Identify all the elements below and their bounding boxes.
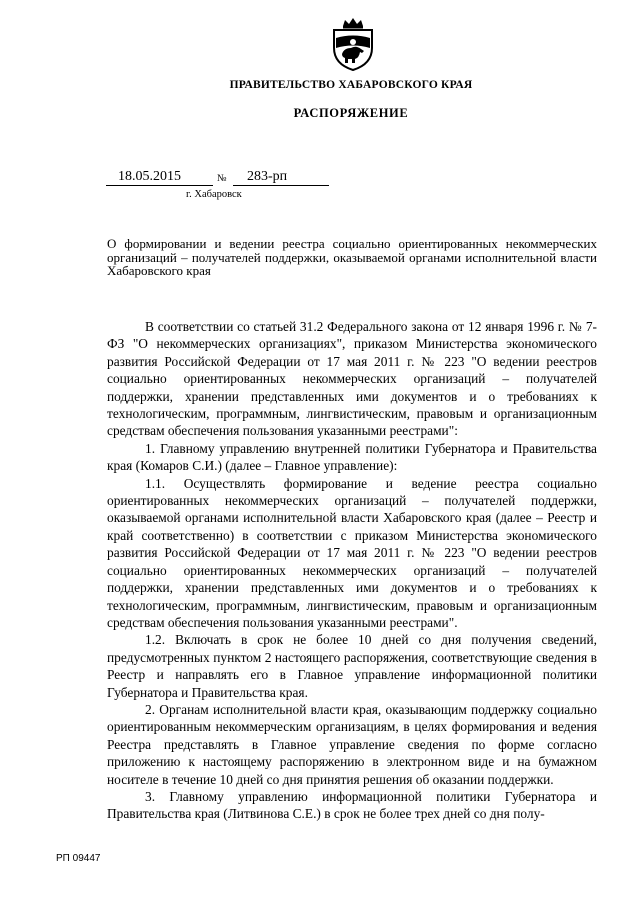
document-registry-code: РП 09447 (56, 853, 101, 864)
issue-city: г. Хабаровск (186, 189, 242, 200)
government-title: ПРАВИТЕЛЬСТВО ХАБАРОВСКОГО КРАЯ (229, 79, 473, 91)
paragraph-1-1: 1.1. Осуществлять формирование и ведение реестра социально ориентированных некоммерческих организаций – получателей поддержки, оказываемой органами исполнительной власти Хабаровского края (далее – Реестр и край соответственно) в соответствии с приказом Министерства экономического развития Российской Федерации от 17 мая 2011 г. № 223 "О ведении реестров социально ориентированных некоммерческих организаций – получателей поддержки, хранении представленных ими документов и о требованиях к технологическим, программным, лингвистическим, правовым и организационным средствам обеспечения пользования указанными реестрами". (107, 475, 597, 630)
document-body (107, 318, 597, 823)
paragraph-3: 3. Главному управлению информационной политики Губернатора и Правительства края (Литвинова С.Е.) в срок не более трех дней со дня полу- (107, 788, 597, 822)
document-type-title: РАСПОРЯЖЕНИЕ (293, 106, 409, 120)
document-date: 18.05.2015 (106, 169, 213, 186)
paragraph-1: 1. Главному управлению внутренней политики Губернатора и Правительства края (Комаров С.И.) (далее – Главное управление): (107, 440, 597, 474)
number-sign: № (217, 173, 227, 184)
document-number: 283-рп (233, 169, 329, 186)
paragraph-1-2: 1.2. Включать в срок не более 10 дней со дня получения сведений, предусмотренных пунктом 2 настоящего распоряжения, соответствующие сведения в Реестр и направлять его в Главное управление информационной политики Губернатора и Правительства края. (107, 632, 597, 700)
document-subject: О формировании и ведении реестра социально ориентированных некоммерческих организаций – получателей поддержки, оказываемой органами исполнительной власти Хабаровского края (107, 236, 597, 278)
paragraph-2: 2. Органам исполнительной власти края, оказывающим поддержку социально ориентированным некоммерческим организациям, в целях формирования и ведения Реестра представлять в Главное управление сведения по форме согласно приложению к настоящему распоряжению в электронном виде и на бумажном носителе в течение 10 дней со дня принятия решения об оказании поддержки. (107, 701, 597, 787)
coat-of-arms-icon (331, 18, 375, 72)
paragraph-preamble: В соответствии со статьей 31.2 Федерального закона от 12 января 1996 г. № 7-ФЗ "О некоммерческих организациях", приказом Министерства экономического развития Российской Федерации от 17 мая 2011 г. № 223 "О ведении реестров социально ориентированных некоммерческих организаций – получателей поддержки, хранении представленных ими документов и о требованиях к технологическим, программным, лингвистическим, правовым и организационным средствам обеспечения пользования указанными реестрами": (107, 319, 597, 439)
